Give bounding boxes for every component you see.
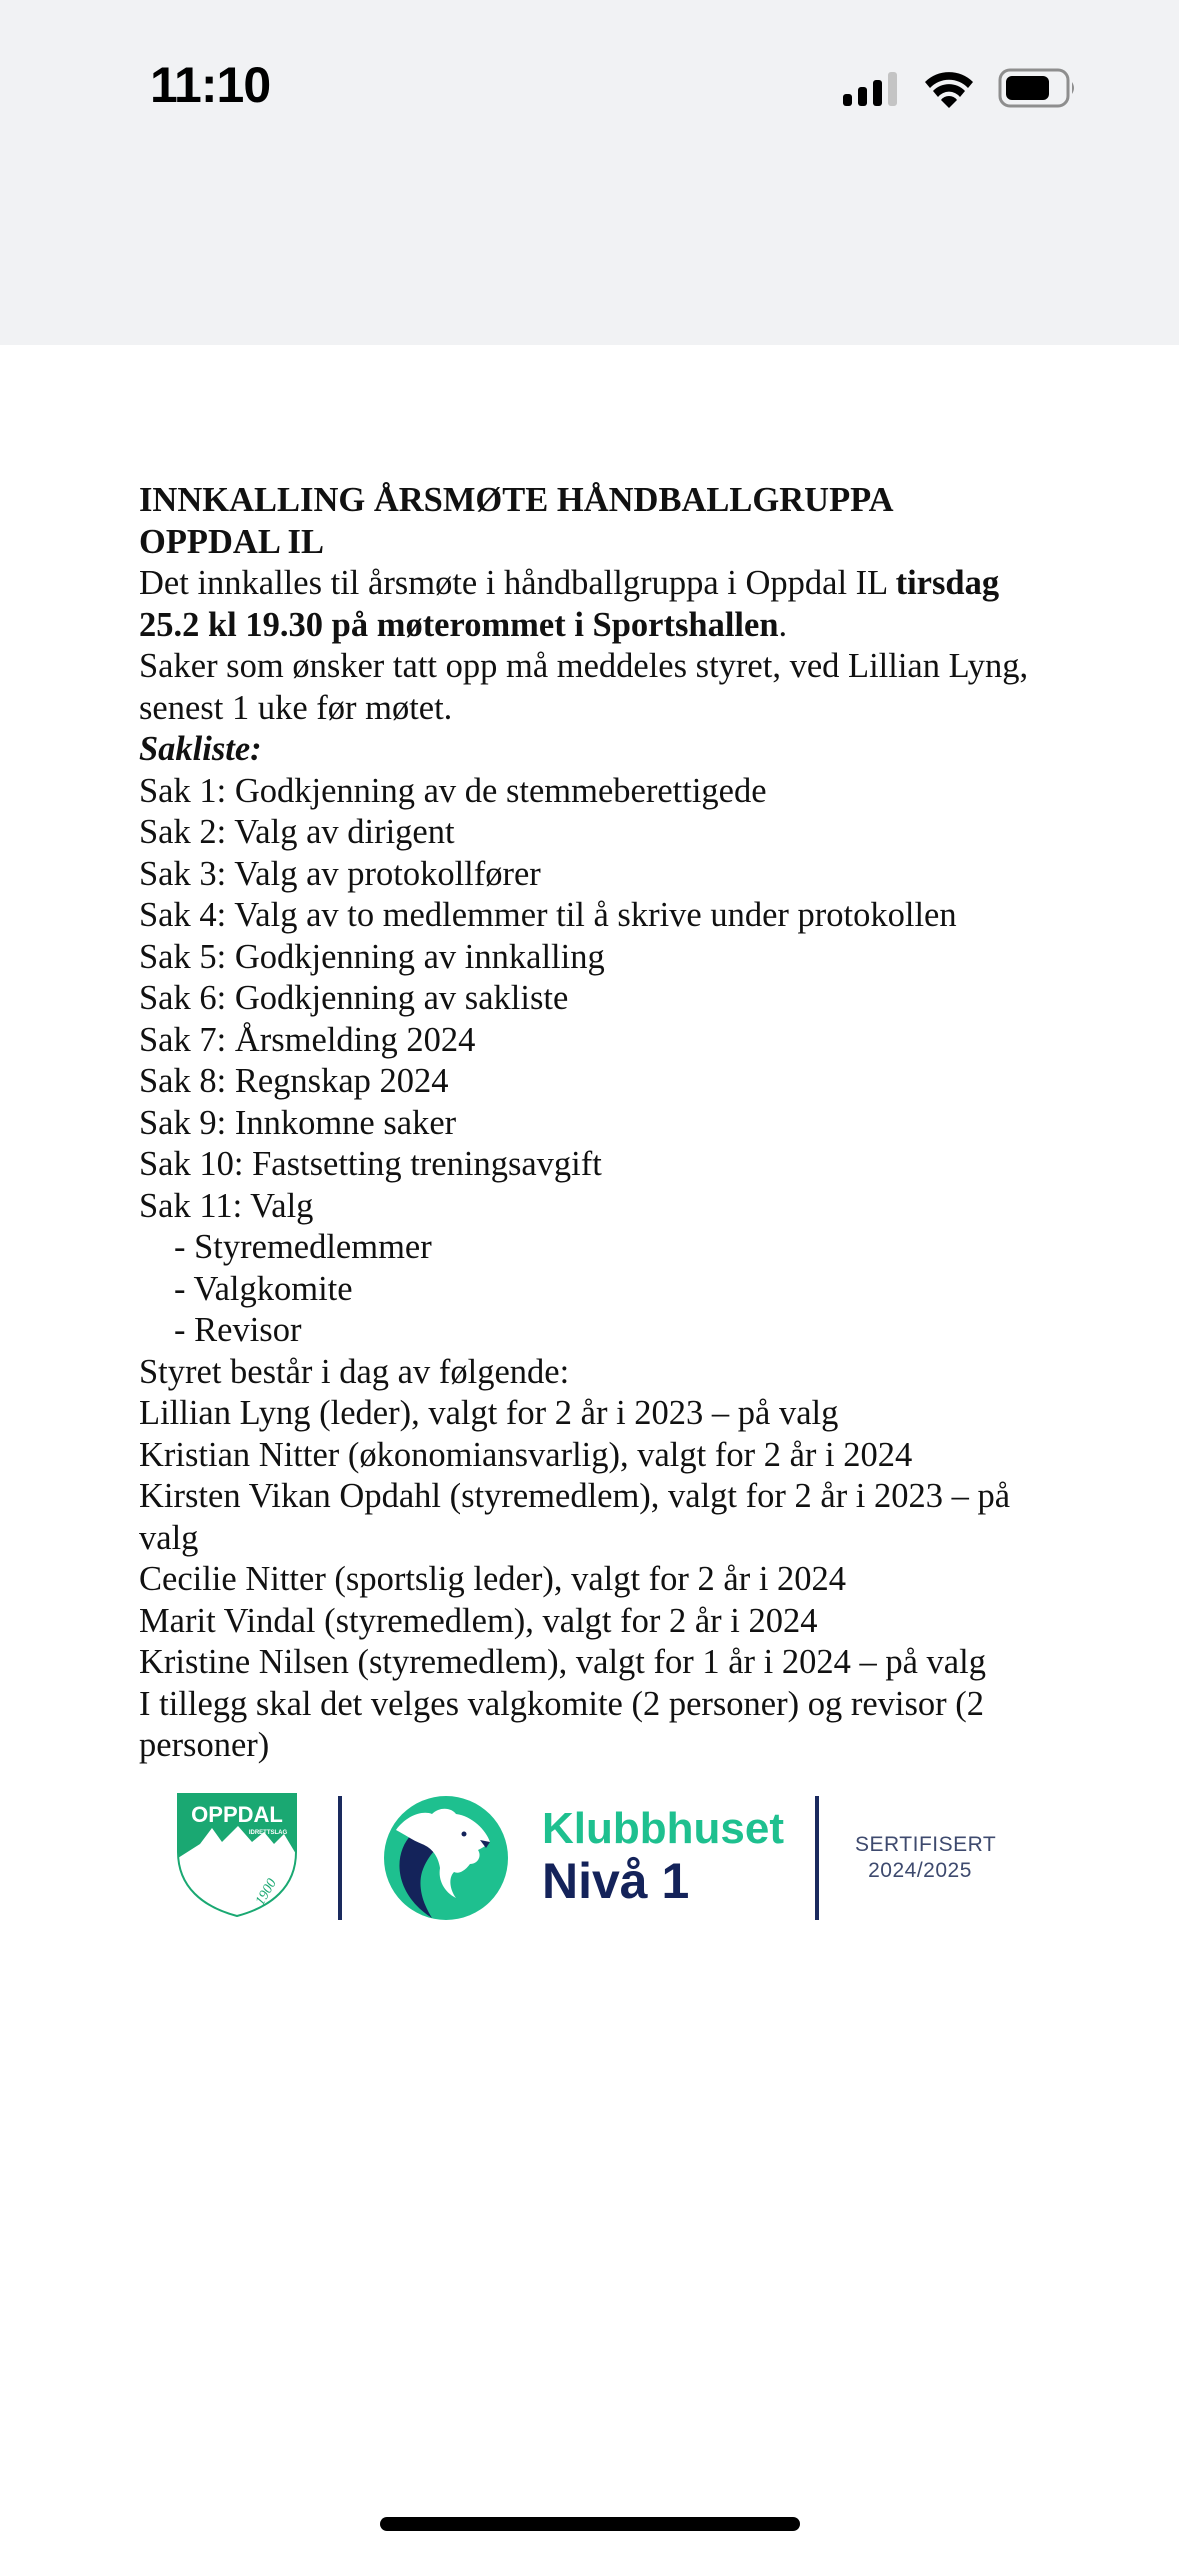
agenda-item: Sak 2: Valg av dirigent <box>139 813 455 851</box>
board-member: Marit Vindal (styremedlem), valgt for 2 år i 2024 <box>139 1601 818 1640</box>
logo-divider <box>338 1796 342 1920</box>
agenda-item: Sak 3: Valg av protokollfører <box>139 854 541 893</box>
agenda-item: Sak 9: Innkomne saker <box>139 1103 457 1142</box>
meeting-notice-document <box>139 480 1059 1767</box>
agenda-item: Sak 10: Fastsetting treningsavgift <box>139 1145 602 1183</box>
agenda-heading: Sakliste: <box>139 730 262 768</box>
meeting-time-place: tirsdag 25.2 kl 19.30 på møterommet i Sportshallen <box>139 564 1000 644</box>
status-time: 11:10 <box>150 57 271 113</box>
agenda-item: Sak 4: Valg av to medlemmer til å skrive under protokollen <box>139 896 957 934</box>
intro-text: Det innkalles til årsmøte i håndballgruppa i Oppdal IL <box>139 564 896 602</box>
intro-paragraph <box>139 563 1059 646</box>
certification-title: SERTIFISERT <box>855 1833 997 1856</box>
certification-period: 2024/2025 <box>868 1859 972 1882</box>
club-founding-year: 1900 <box>252 1876 280 1909</box>
battery-icon <box>998 68 1078 108</box>
wifi-icon <box>923 70 975 108</box>
board-member: Kristian Nitter (økonomiansvarlig), valgt for 2 år i 2024 <box>139 1435 913 1474</box>
election-subitem: - Valgkomite <box>174 1269 353 1308</box>
club-subtitle: IDRETTSLAG <box>248 1830 288 1836</box>
certification-label <box>855 1832 997 1884</box>
board-member: Lillian Lyng (leder), valgt for 2 år i 2023 – på valg <box>139 1394 839 1432</box>
board-heading: Styret består i dag av følgende: <box>139 1352 570 1391</box>
agenda-item: Sak 1: Godkjenning av de stemmeberettigede <box>139 771 767 810</box>
oppdal-il-shield-logo <box>176 1792 298 1918</box>
board-member: Kirsten Vikan Opdahl (styremedlem), valgt for 2 år i 2023 – på valg <box>139 1477 1011 1557</box>
agenda-item: Sak 11: Valg <box>139 1186 314 1225</box>
klubbhuset-level: Nivå 1 <box>542 1853 690 1909</box>
logo-banner <box>170 1790 1010 1930</box>
klubbhuset-title: Klubbhuset <box>542 1804 784 1853</box>
agenda-list <box>139 771 1059 1352</box>
title-line-2: OPPDAL IL <box>139 522 324 561</box>
board-members-list <box>139 1393 1059 1684</box>
submission-note: Saker som ønsker tatt opp må meddeles styret, ved Lillian Lyng, senest 1 uke før møtet. <box>139 647 1029 727</box>
home-indicator[interactable] <box>380 2517 800 2531</box>
intro-end: . <box>778 605 788 644</box>
status-bar-area <box>0 0 1179 345</box>
club-name: OPPDAL <box>191 1802 283 1827</box>
title-line-1: INNKALLING ÅRSMØTE HÅNDBALLGRUPPA <box>139 481 894 519</box>
cellular-signal-icon <box>843 72 899 106</box>
election-subitem: - Styremedlemmer <box>174 1228 432 1266</box>
election-subitem: - Revisor <box>174 1311 302 1349</box>
logo-divider <box>815 1796 819 1920</box>
agenda-item: Sak 6: Godkjenning av sakliste <box>139 979 569 1017</box>
board-member: Kristine Nilsen (styremedlem), valgt for 1 år i 2024 – på valg <box>139 1643 986 1681</box>
agenda-item: Sak 8: Regnskap 2024 <box>139 1062 449 1100</box>
agenda-item: Sak 7: Årsmelding 2024 <box>139 1020 476 1059</box>
closing-note: I tillegg skal det velges valgkomite (2 personer) og revisor (2 personer) <box>139 1684 985 1764</box>
klubbhuset-bear-logo <box>382 1794 510 1922</box>
board-member: Cecilie Nitter (sportslig leder), valgt for 2 år i 2024 <box>139 1560 847 1598</box>
document-title <box>139 480 1059 563</box>
agenda-item: Sak 5: Godkjenning av innkalling <box>139 937 605 976</box>
